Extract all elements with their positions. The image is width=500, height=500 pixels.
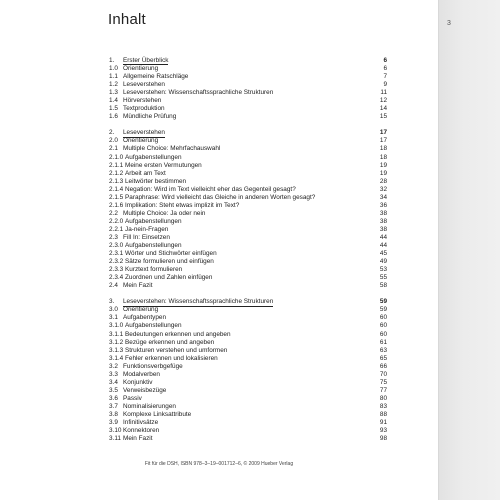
toc-entry-page: 38 (379, 209, 387, 217)
toc-entry-number: 3.1.0 (109, 322, 124, 330)
toc-entry-page: 17 (379, 137, 387, 145)
toc-entry-page: 60 (379, 330, 387, 338)
toc-entry-title: Passiv (123, 394, 142, 402)
toc-entry[interactable] (109, 170, 387, 178)
toc-entry-page: 59 (379, 306, 387, 314)
toc-entry-title: Kurztext formulieren (125, 266, 183, 274)
toc-entry-number: 2.3.4 (109, 274, 124, 282)
toc-chapter-heading[interactable] (109, 129, 387, 137)
toc-entry-number: 1.1 (109, 73, 118, 81)
toc-entry-title: Bezüge erkennen und angeben (125, 338, 215, 346)
toc-entry[interactable] (109, 194, 387, 202)
toc-entry-title: Erster Überblick (123, 57, 169, 64)
toc-entry-page: 28 (379, 177, 387, 185)
toc-entry-page: 91 (379, 419, 387, 427)
toc-entry-number: 3.4 (109, 378, 118, 386)
toc-entry-number: 2.3 (109, 233, 118, 241)
toc-entry[interactable] (109, 105, 387, 113)
toc-entry[interactable] (109, 322, 387, 330)
toc-entry[interactable] (109, 202, 387, 210)
toc-entry[interactable] (109, 162, 387, 170)
toc-entry-number: 2.1.5 (109, 193, 124, 201)
toc-entry-title: Zuordnen und Zahlen einfügen (125, 274, 213, 282)
toc-entry-number: 2.1 (109, 145, 118, 153)
toc-entry-title: Negation: Wird im Text vielleicht eher das Gegenteil gesagt? (125, 185, 296, 193)
toc-entry-number: 3.8 (109, 410, 118, 418)
toc-entry-page: 45 (379, 250, 387, 258)
toc-entry[interactable] (109, 339, 387, 347)
toc-entry[interactable] (109, 282, 387, 290)
page-footer: Fit für die DSH, ISBN 978–3–19–001712–6, © 2009 Hueber Verlag (144, 461, 294, 467)
toc-entry-number: 3.1.4 (109, 354, 124, 362)
toc-entry[interactable] (109, 258, 387, 266)
toc-entry[interactable] (109, 250, 387, 258)
toc-entry-page: 19 (379, 161, 387, 169)
toc-entry-title: Funktionsverbgefüge (123, 362, 183, 370)
toc-entry-page: 44 (379, 242, 387, 250)
toc-entry-title: Multiple Choice: Ja oder nein (123, 209, 206, 217)
toc-entry-title: Verweisbezüge (123, 386, 167, 394)
toc-entry-number: 2.3.1 (109, 250, 124, 258)
toc-entry[interactable] (109, 371, 387, 379)
toc-entry-number: 2.4 (109, 282, 118, 290)
toc-entry-page: 83 (379, 402, 387, 410)
toc-entry[interactable] (109, 379, 387, 387)
toc-entry-title: Aufgabenstellungen (125, 153, 182, 161)
toc-entry-page: 49 (379, 258, 387, 266)
toc-entry-title: Multiple Choice: Mehrfachauswahl (123, 145, 221, 153)
toc-entry-title: Mein Fazit (123, 435, 153, 443)
toc-entry-title: Implikation: Steht etwas implizit im Text? (125, 201, 240, 209)
toc-entry[interactable] (109, 274, 387, 282)
toc-entry-page: 77 (379, 386, 387, 394)
page-margin-bar (438, 0, 500, 500)
toc-entry[interactable] (109, 145, 387, 153)
toc-entry-title: Allgemeine Ratschläge (123, 73, 189, 81)
toc-entry-page: 60 (379, 314, 387, 322)
toc-entry-number: 3.11 (109, 435, 121, 443)
toc-entry[interactable] (109, 387, 387, 395)
toc-entry-number: 2.2 (109, 209, 118, 217)
toc-entry-title: Leseverstehen: Wissenschaftssprachliche Strukturen (123, 298, 274, 306)
toc-entry-title: Konjunktiv (123, 378, 153, 386)
toc-entry[interactable] (109, 306, 387, 314)
toc-entry-title: Mündliche Prüfung (123, 113, 177, 121)
toc-entry-title: Wörter und Stichwörter einfügen (125, 250, 217, 258)
toc-entry-number: 1.4 (109, 97, 118, 105)
toc-entry-page: 36 (379, 201, 387, 209)
toc-entry-title: Orientierung (123, 306, 159, 314)
toc-entry-page: 19 (379, 169, 387, 177)
toc-entry-page: 63 (379, 346, 387, 354)
toc-entry[interactable] (109, 89, 387, 97)
toc-entry-title: Arbeit am Text (125, 169, 166, 177)
toc-entry-number: 1. (109, 57, 115, 64)
toc-entry-page: 18 (379, 145, 387, 153)
toc-entry-number: 3.7 (109, 402, 118, 410)
toc-entry-page: 88 (379, 410, 387, 418)
toc-entry-page: 66 (379, 362, 387, 370)
toc-entry-page: 70 (379, 370, 387, 378)
toc-entry-number: 1.6 (109, 113, 118, 121)
toc-entry-number: 3.5 (109, 386, 118, 394)
toc-entry[interactable] (109, 186, 387, 194)
toc-entry-number: 1.3 (109, 89, 118, 97)
toc-entry-page: 80 (379, 394, 387, 402)
toc-entry-page: 61 (379, 338, 387, 346)
toc-entry-number: 3.9 (109, 419, 118, 427)
toc-entry-title: Aufgabenstellungen (125, 217, 182, 225)
toc-entry-page: 93 (379, 427, 387, 435)
toc-entry-page: 98 (379, 435, 387, 443)
toc-entry-title: Aufgabentypen (123, 314, 166, 322)
toc-entry-title: Konnektoren (123, 427, 160, 435)
toc-entry-title: Hörverstehen (123, 97, 162, 105)
toc-entry-number: 3.1.1 (109, 330, 124, 338)
toc-chapter-heading[interactable] (109, 298, 387, 306)
toc-entry[interactable] (109, 97, 387, 105)
toc-entry-title: Leseverstehen: Wissenschaftssprachliche Strukturen (123, 89, 274, 97)
toc-entry-number: 2.1.4 (109, 185, 124, 193)
toc-entry-page: 59 (379, 298, 387, 306)
toc-entry-page: 58 (379, 282, 387, 290)
toc-entry-page: 18 (379, 153, 387, 161)
toc-entry-title: Orientierung (123, 137, 159, 145)
toc-entry-page: 34 (379, 193, 387, 201)
toc-entry[interactable] (109, 113, 387, 121)
toc-entry[interactable] (109, 419, 387, 427)
toc-entry-page: 65 (379, 354, 387, 362)
toc-entry-title: Strukturen verstehen und umformen (125, 346, 228, 354)
toc-entry-page: 44 (379, 233, 387, 241)
toc-entry-page: 55 (379, 274, 387, 282)
toc-entry-title: Textproduktion (123, 105, 165, 113)
toc-entry-title: Aufgabenstellungen (125, 322, 182, 330)
toc-entry-number: 3.6 (109, 394, 118, 402)
toc-entry-title: Nominalisierungen (123, 402, 176, 410)
toc-entry-title: Orientierung (123, 65, 159, 73)
toc-entry[interactable] (109, 427, 387, 435)
toc-entry-page: 53 (379, 266, 387, 274)
toc-entry-page: 38 (379, 225, 387, 233)
toc-entry-number: 3.0 (109, 306, 118, 314)
toc-entry-number: 3.3 (109, 370, 118, 378)
toc-entry-page: 17 (379, 129, 387, 137)
toc-entry[interactable] (109, 363, 387, 371)
page-number: 3 (447, 20, 451, 27)
toc-entry[interactable] (109, 266, 387, 274)
toc-entry-number: 1.2 (109, 81, 118, 89)
toc-entry-page: 11 (380, 89, 387, 97)
toc-entry[interactable] (109, 65, 387, 73)
toc-entry-number: 3.1.3 (109, 346, 124, 354)
toc-entry[interactable] (109, 81, 387, 89)
toc-entry-number: 2.1.1 (109, 161, 124, 169)
toc-entry-title: Fill In: Einsetzen (123, 233, 170, 241)
toc-entry[interactable] (109, 73, 387, 81)
toc-entry[interactable] (109, 395, 387, 403)
toc-entry-page: 15 (379, 113, 387, 121)
toc-entry[interactable] (109, 347, 387, 355)
toc-entry-title: Meine ersten Vermutungen (125, 161, 202, 169)
toc-entry-number: 3.10 (109, 427, 122, 435)
toc-entry-number: 2.1.3 (109, 177, 124, 185)
toc-entry-page: 12 (379, 97, 387, 105)
toc-entry-title: Komplexe Linksattribute (123, 410, 192, 418)
toc-entry-number: 2.1.6 (109, 201, 124, 209)
toc-entry-title: Aufgabenstellungen (125, 242, 182, 250)
toc-entry-number: 2.2.0 (109, 217, 124, 225)
toc-entry-number: 3.2 (109, 362, 118, 370)
toc-entry-title: Leseverstehen (123, 129, 165, 137)
toc-entry-number: 2.3.0 (109, 242, 124, 250)
toc-entry-number: 2. (109, 129, 115, 137)
toc-entry[interactable] (109, 137, 387, 145)
toc-entry-number: 2.1.2 (109, 169, 124, 177)
toc-entry-title: Leitwörter bestimmen (125, 177, 187, 185)
toc-entry-page: 6 (383, 65, 387, 73)
page-title: Inhalt (108, 11, 146, 28)
toc-entry-title: Ja-nein-Fragen (125, 225, 169, 233)
toc-entry-title: Paraphrase: Wird vielleicht das Gleiche in anderen Worten gesagt? (125, 193, 316, 201)
section-gap (109, 121, 387, 129)
toc-entry-page: 9 (383, 81, 387, 89)
toc-entry-number: 3. (109, 298, 115, 306)
toc-entry[interactable] (109, 411, 387, 419)
toc-entry-page: 38 (379, 217, 387, 225)
toc-entry-number: 2.0 (109, 137, 118, 145)
toc-entry-page: 6 (383, 57, 387, 64)
section-gap (109, 290, 387, 298)
toc-entry-page: 32 (379, 185, 387, 193)
toc-entry[interactable] (109, 355, 387, 363)
table-of-contents (109, 57, 387, 443)
toc-entry-title: Sätze formulieren und einfügen (125, 258, 214, 266)
toc-entry-number: 2.1.0 (109, 153, 124, 161)
toc-entry[interactable] (109, 226, 387, 234)
toc-entry-number: 1.5 (109, 105, 118, 113)
toc-entry[interactable] (109, 242, 387, 250)
toc-entry-number: 2.2.1 (109, 225, 124, 233)
toc-entry[interactable] (109, 403, 387, 411)
toc-entry-number: 2.3.3 (109, 266, 124, 274)
toc-entry[interactable] (109, 314, 387, 322)
toc-entry-title: Fehler erkennen und lokalisieren (125, 354, 218, 362)
toc-entry-title: Mein Fazit (123, 282, 153, 290)
toc-entry[interactable] (109, 435, 387, 443)
toc-entry[interactable] (109, 234, 387, 242)
toc-entry-number: 2.3.2 (109, 258, 124, 266)
toc-entry-page: 75 (379, 378, 387, 386)
toc-entry[interactable] (109, 331, 387, 339)
toc-entry-page: 7 (383, 73, 387, 81)
toc-entry-page: 14 (379, 105, 387, 113)
toc-entry-title: Leseverstehen (123, 81, 165, 89)
toc-entry-title: Infinitivsätze (123, 419, 159, 427)
toc-entry-number: 3.1 (109, 314, 118, 322)
toc-entry-number: 3.1.2 (109, 338, 124, 346)
toc-entry-number: 1.0 (109, 65, 118, 73)
toc-entry-page: 60 (379, 322, 387, 330)
toc-entry-title: Bedeutungen erkennen und angeben (125, 330, 231, 338)
toc-entry[interactable] (109, 210, 387, 218)
toc-entry[interactable] (109, 178, 387, 186)
toc-entry[interactable] (109, 154, 387, 162)
toc-entry-title: Modalverben (123, 370, 160, 378)
toc-entry[interactable] (109, 218, 387, 226)
toc-chapter-heading[interactable] (109, 57, 387, 65)
